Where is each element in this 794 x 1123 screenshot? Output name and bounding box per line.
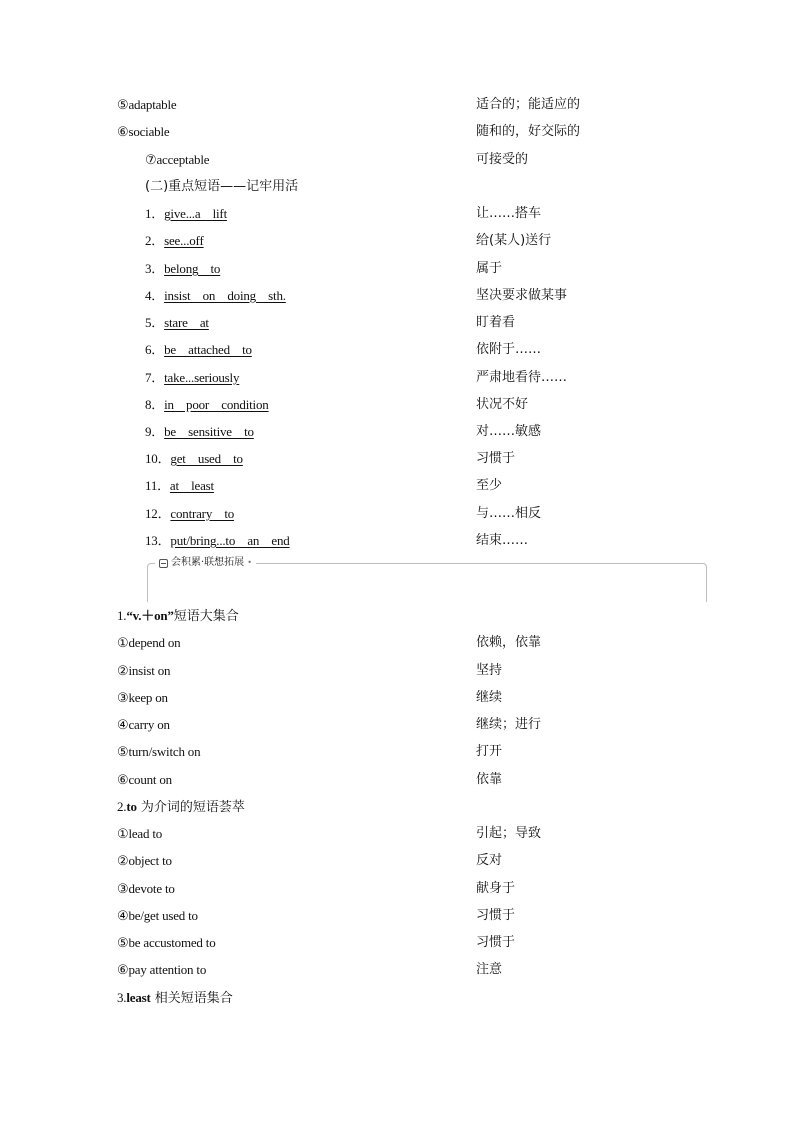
phrase-meaning: 与……相反 [476, 506, 542, 521]
top-item-en: ⑤adaptable [117, 97, 177, 112]
phrase-number: 4． [145, 288, 165, 303]
phrase-meaning: 对……敏感 [476, 424, 542, 439]
group-heading [117, 797, 245, 817]
phrase-item [145, 231, 204, 251]
group-item-en: ③devote to [117, 881, 175, 896]
top-item-en: ⑥sociable [117, 124, 170, 139]
phrase-number: 1． [145, 206, 165, 221]
phrase-item [145, 422, 254, 442]
group-item-zh: 打开 [476, 744, 503, 759]
phrase-answer: be attached to [164, 342, 252, 357]
phrase-answer: see...off [164, 233, 204, 248]
phrase-answer: in poor condition [164, 397, 269, 412]
phrase-meaning: 给(某人)送行 [476, 233, 552, 248]
group-item-en: ③keep on [117, 690, 168, 705]
dot-icon: • [247, 558, 252, 567]
group-item-en: ②object to [117, 853, 172, 868]
phrase-answer: stare at [164, 315, 209, 330]
group-item-en: ①lead to [117, 826, 163, 841]
top-item-zh: 适合的；能适应的 [476, 97, 581, 112]
phrase-item [145, 340, 252, 360]
phrase-meaning: 盯着看 [476, 315, 516, 330]
group-item-en: ④be/get used to [117, 908, 198, 923]
phrase-item [145, 449, 243, 469]
group-item-en: ②insist on [117, 663, 171, 678]
group-item-en: ⑤turn/switch on [117, 744, 201, 759]
group-item-en: ⑥pay attention to [117, 962, 207, 977]
group-item-zh: 继续；进行 [476, 717, 542, 732]
phrase-answer: give...a lift [164, 206, 227, 221]
phrase-meaning: 让……搭车 [476, 206, 542, 221]
phrase-meaning: 习惯于 [476, 451, 516, 466]
phrase-number: 3． [145, 261, 165, 276]
phrase-item [145, 531, 290, 551]
phrase-answer: take...seriously [164, 370, 240, 385]
phrase-number: 6． [145, 342, 165, 357]
phrase-number: 9． [145, 424, 165, 439]
extension-box-label [155, 555, 256, 571]
group-item-zh: 献身于 [476, 881, 516, 896]
group-item-zh: 习惯于 [476, 908, 516, 923]
group-heading-text: 为介词的短语荟萃 [136, 800, 245, 815]
phrase-meaning: 依附于…… [476, 342, 542, 357]
phrase-number: 7． [145, 370, 165, 385]
phrase-item [145, 504, 234, 524]
phrase-number: 10． [145, 451, 171, 466]
group-item-zh: 继续 [476, 690, 503, 705]
phrase-answer: contrary to [170, 506, 235, 521]
phrase-number: 8． [145, 397, 165, 412]
phrase-answer: get used to [170, 451, 243, 466]
phrase-number: 13． [145, 533, 171, 548]
phrase-item [145, 286, 286, 306]
minus-box-icon [159, 559, 168, 568]
phrase-meaning: 结束…… [476, 533, 529, 548]
group-heading-text: 短语大集合 [173, 609, 239, 624]
group-heading-bold: “v.＋on” [126, 608, 174, 623]
phrase-answer: put/bring...to an end [170, 533, 290, 548]
top-item-zh: 随和的，好交际的 [476, 124, 581, 139]
phrase-answer: belong to [164, 261, 221, 276]
group-item-en: ⑤be accustomed to [117, 935, 216, 950]
group-heading-number: 3. [117, 990, 127, 1005]
group-item-zh: 依靠 [476, 772, 503, 787]
group-heading-bold: to [126, 799, 137, 814]
phrase-number: 5． [145, 315, 165, 330]
group-item-zh: 反对 [476, 853, 503, 868]
phrase-item [145, 259, 220, 279]
group-item-zh: 坚持 [476, 663, 503, 678]
phrase-meaning: 严肃地看待…… [476, 370, 568, 385]
group-heading-number: 2. [117, 799, 127, 814]
phrase-number: 11． [145, 478, 170, 493]
group-heading [117, 988, 233, 1008]
group-heading-bold: least [126, 990, 151, 1005]
phrase-meaning: 属于 [476, 261, 503, 276]
phrase-item [145, 313, 209, 333]
group-item-zh: 引起；导致 [476, 826, 542, 841]
phrase-item [145, 476, 214, 496]
group-item-en: ④carry on [117, 717, 170, 732]
phrase-meaning: 状况不好 [476, 397, 529, 412]
phrase-item [145, 204, 227, 224]
group-heading-number: 1. [117, 608, 127, 623]
group-item-zh: 注意 [476, 962, 503, 977]
phrase-answer: insist on doing sth. [164, 288, 286, 303]
top-item-zh: 可接受的 [476, 152, 529, 167]
phrase-item [145, 395, 269, 415]
group-item-zh: 依赖，依靠 [476, 635, 542, 650]
phrase-number: 2． [145, 233, 165, 248]
phrase-answer: at least [169, 478, 214, 493]
phrase-number: 12． [145, 506, 171, 521]
phrase-answer: be sensitive to [164, 424, 254, 439]
phrase-meaning: 至少 [476, 478, 503, 493]
phrase-item [145, 368, 239, 388]
group-heading-text: 相关短语集合 [150, 991, 233, 1006]
section-heading: (二)重点短语——记牢用活 [145, 179, 299, 194]
group-heading [117, 606, 239, 626]
group-item-en: ①depend on [117, 635, 181, 650]
phrase-meaning: 坚决要求做某事 [476, 288, 568, 303]
group-item-zh: 习惯于 [476, 935, 516, 950]
group-item-en: ⑥count on [117, 772, 172, 787]
top-item-en: ⑦acceptable [145, 152, 210, 167]
extension-box-title: 会积累·联想拓展 [171, 557, 245, 568]
